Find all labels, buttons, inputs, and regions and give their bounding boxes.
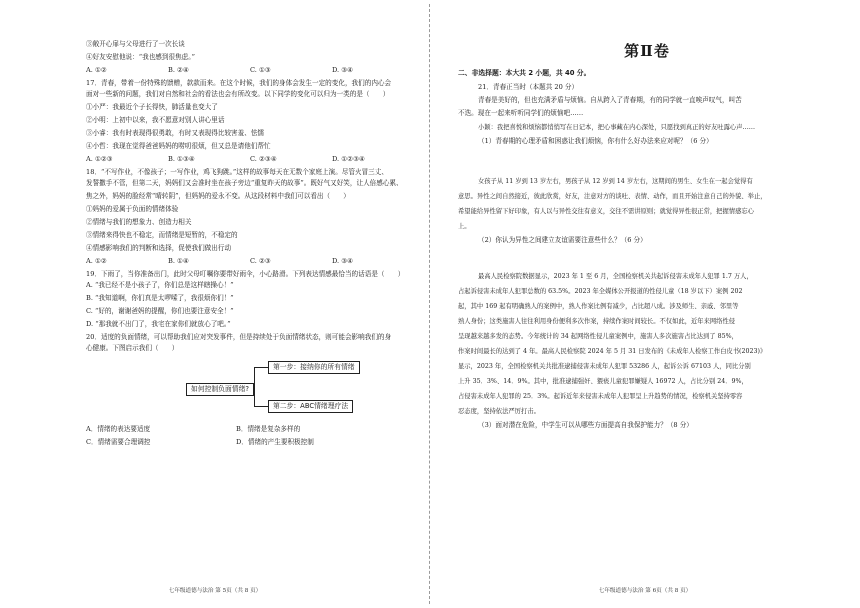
q19-stem: 19．下雨了，当你准备出门，此时父母叮嘱你要带好雨伞，小心路滑。下列表达情感最恰当的话语是（ ） bbox=[86, 270, 405, 278]
q21-sub-question-2: （2）你认为异性之间建立友谊需要注意些什么？（6 分） bbox=[478, 236, 647, 244]
q16-options bbox=[86, 66, 416, 75]
q17-option-d: D. ①②③④ bbox=[332, 155, 365, 163]
q17-item-4: ④小哲：我现在觉得爸爸妈妈的唠叨很烦，但又总是请他们帮忙 bbox=[86, 142, 271, 150]
q21-material-3-line-10: 忍态度，坚持依法严厉打击。 bbox=[458, 408, 540, 415]
q18-item-2: ②情绪与我们的想象力、创造力相关 bbox=[86, 218, 192, 226]
q21-sub-question-3: （3）面对潜在危险，中学生可以从哪些方面提高自我保护能力？（8 分） bbox=[478, 421, 693, 429]
q19-option-a: A. “我已经不是小孩子了，你们总是这样瞎操心！” bbox=[86, 281, 234, 289]
q21-material-3-line-6: 作案时间最长的达到了 4 年。最高人民检察院 2024 年 5 月 31 日发布的《未成年人检察工作白皮书(2023)》 bbox=[458, 348, 767, 355]
q17-item-1: ①小严：我最近个子长得快，肺活量也变大了 bbox=[86, 103, 218, 111]
answer-space-1 bbox=[458, 150, 836, 176]
q18-option-d: D. ③④ bbox=[332, 257, 354, 265]
q16-option-c: C. ①③ bbox=[250, 66, 271, 74]
q20-stem-line-2: 心健康。下图启示我们（ ） bbox=[86, 344, 179, 352]
q18-item-1: ①妈妈的爱属于负面的情绪体验 bbox=[86, 205, 179, 213]
q18-item-4: ④情感影响我们的判断和选择，促使我们做出行动 bbox=[86, 244, 232, 252]
q17-option-a: A. ①②③ bbox=[86, 155, 113, 163]
q17-option-c: C. ②③④ bbox=[250, 155, 277, 163]
q21-material-2-line-2: 意思。异性之间自然接近，彼此欣赏，好友，注意对方的谈吐、表情、动作，而且开始注意自己的外貌、举止， bbox=[458, 193, 767, 200]
q18-option-c: C. ②③ bbox=[250, 257, 271, 265]
exam-page-6 bbox=[430, 0, 860, 608]
q16-option-d: D. ③④ bbox=[332, 66, 354, 74]
q21-material-1: 小颖：我把喜悦和烦恼都悄悄写在日记本，把心事藏在内心深处，只愿找到真正的好友吐露心声…… bbox=[478, 124, 756, 131]
q21-material-3-line-7: 显示，2023 年，全国检察机关共批准逮捕侵害未成年人犯罪 53286 人，起诉公诉 67103 人，同比分别 bbox=[458, 363, 751, 370]
q19-option-d: D. “那我就不出门了，我宅在家你们就放心了吧。” bbox=[86, 320, 231, 328]
q16-option-a: A. ①② bbox=[86, 66, 107, 74]
q20-option-b: B．情绪是复杂多样的 bbox=[236, 425, 301, 433]
q21-heading: 21．青春正当时（本题共 20 分） bbox=[478, 83, 579, 91]
q19-option-b: B. “我知道啊，你们真是太啰嗦了，我很烦你们！” bbox=[86, 294, 234, 302]
q21-material-3-line-2: 占起诉侵害未成年人犯罪总数的 63.5%。2023 年全媒体公开报道的性侵儿童（18 岁以下）案例 202 bbox=[458, 288, 743, 295]
q19-option-c: C. “好的，谢谢爸妈的提醒，你们也要注意安全！” bbox=[86, 307, 234, 315]
q21-material-3-line-3: 起，其中 169 起有明确熟人的案例中，熟人作案比例有减少，占比超八成。涉及师生、亲戚、邻里等 bbox=[458, 303, 739, 310]
page-5-footer: 七年级道德与法治 第 5页（共 8 页） bbox=[168, 588, 262, 594]
diagram-bracket-bottom bbox=[254, 406, 268, 407]
q18-stem-line-2: 发誓撒手不管，但第二天，妈妈们又会准时坐在孩子旁边“重复昨天的故事”。既好气又好笑，让人倍感心累、 bbox=[86, 179, 403, 187]
q21-sub-question-1: （1）青春期的心理矛盾和困惑让我们烦恼，你有什么好办法来应对呢？（6 分） bbox=[478, 137, 713, 145]
q21-intro-line-2: 不迭。现在一起来听听同学们的烦恼吧…… bbox=[458, 109, 584, 117]
q21-material-3-line-1: 最高人民检察院数据显示，2023 年 1 至 6 月，全国检察机关共起诉侵害未成年人犯罪 1.7 万人， bbox=[478, 273, 753, 280]
diagram-center-box: 如何控制负面情绪? bbox=[186, 383, 254, 396]
volume-title: 第Ⅱ卷 bbox=[624, 42, 670, 60]
q16-option-b: B. ②④ bbox=[168, 66, 189, 74]
q20-option-d: D．情绪的产生要积极控制 bbox=[236, 438, 314, 446]
q20-option-c: C．情绪需要合理调控 bbox=[86, 438, 151, 446]
q17-stem-line-1: 17．青春，带着一份特殊的馈赠，款款而来。在这个时候，我们的身体会发生一定的变化，我们的内心会 bbox=[86, 79, 392, 87]
q18-options bbox=[86, 257, 416, 266]
q18-stem-line-3: 焦之外，妈妈的脸经常“晴转阴”，但妈妈的爱永不变。从这段材料中我们可以看出（ ） bbox=[86, 192, 350, 200]
q18-option-a: A. ①② bbox=[86, 257, 107, 265]
q16-item-4: ④好友安慰他说：“我也感到很焦虑。” bbox=[86, 53, 195, 61]
q21-intro-line-1: 青春是美好的，但也充满矛盾与烦恼。自从跨入了青春期，有的同学就一直唉声叹气，叫苦 bbox=[478, 96, 742, 104]
q20-diagram bbox=[86, 357, 416, 419]
diagram-step-2-box: 第二步：ABC情绪理疗法 bbox=[268, 400, 353, 413]
q21-material-3-line-5: 呈现越来越多发的态势。今年统计的 34 起网络性侵儿童案例中，施害人多次施害占比达到了 85%， bbox=[458, 333, 738, 340]
answer-space-2 bbox=[458, 249, 836, 271]
q21-material-2-line-4: 上。 bbox=[458, 223, 471, 230]
q20-option-a: A．情绪的表达要适度 bbox=[86, 425, 151, 433]
q20-options bbox=[86, 425, 416, 447]
q21-material-3-line-9: 占侵害未成年人犯罪的 25．3%。起诉近年来侵害未成年人犯罪呈上升趋势的情况，检察机关坚持零容 bbox=[458, 393, 743, 400]
q18-option-b: B. ①④ bbox=[168, 257, 189, 265]
q17-item-2: ②小明：上初中以来，我不愿意对别人讲心里话 bbox=[86, 116, 225, 124]
q21-material-3-line-8: 上升 35．3%、14．9%。其中，批准逮捕强奸、猥亵儿童犯罪嫌疑人 16972 人，占比分别 24．9%， bbox=[458, 378, 748, 385]
q18-item-3: ③情绪来得快也不稳定，而情绪是短暂的，不稳定的 bbox=[86, 231, 238, 239]
diagram-step-1-box: 第一步：接纳你的所有情绪 bbox=[268, 361, 360, 374]
q21-material-3-line-4: 熟人身份；这类施害人往往利用身份便利多次作案，持续作案时间较长。不仅如此，近年来网络性侵 bbox=[458, 318, 736, 325]
page-6-footer: 七年级道德与法治 第 6页（共 8 页） bbox=[598, 588, 692, 594]
q17-option-b: B. ①③④ bbox=[168, 155, 195, 163]
page-6-column bbox=[458, 40, 836, 434]
q21-material-2-line-1: 女孩子从 11 岁到 13 岁左右，男孩子从 12 岁到 14 岁左右，这期间的男生、女生在一起会觉得有 bbox=[478, 178, 753, 185]
q17-options bbox=[86, 155, 416, 164]
page-5-column bbox=[86, 40, 416, 447]
section-heading: 二、非选择题：本大共 2 小题，共 40 分。 bbox=[458, 69, 591, 77]
q16-item-3: ③敞开心扉与父母进行了一次长谈 bbox=[86, 40, 185, 48]
q21-material-2-line-3: 希望能给异性留下好印象，有人以与异性交往有意义，交往不需讲原则；就觉得异性很正常，把握情感忘心 bbox=[458, 208, 754, 215]
q17-stem-line-2: 面对一些新的问题，我们对自然和社会的看法也会有所改变。以下同学的变化可以归为一类的是（ ） bbox=[86, 90, 390, 98]
diagram-bracket-top bbox=[254, 367, 268, 368]
diagram-bracket-vertical bbox=[254, 367, 255, 407]
q20-stem-line-1: 20．适度的负面情绪，可以帮助我们应对突发事件，但是持续处于负面情绪状态，则可能会影响我们的身 bbox=[86, 333, 392, 341]
q17-item-3: ③小睿：我有时表现得很勇敢，有时又表现得比较害羞、怯懦 bbox=[86, 129, 265, 137]
q18-stem-line-1: 18．“不写作业，不像孩子；一写作业，鸡飞狗跳。”这样的故事每天在无数个家庭上演。尽管火冒三丈、 bbox=[86, 168, 388, 176]
